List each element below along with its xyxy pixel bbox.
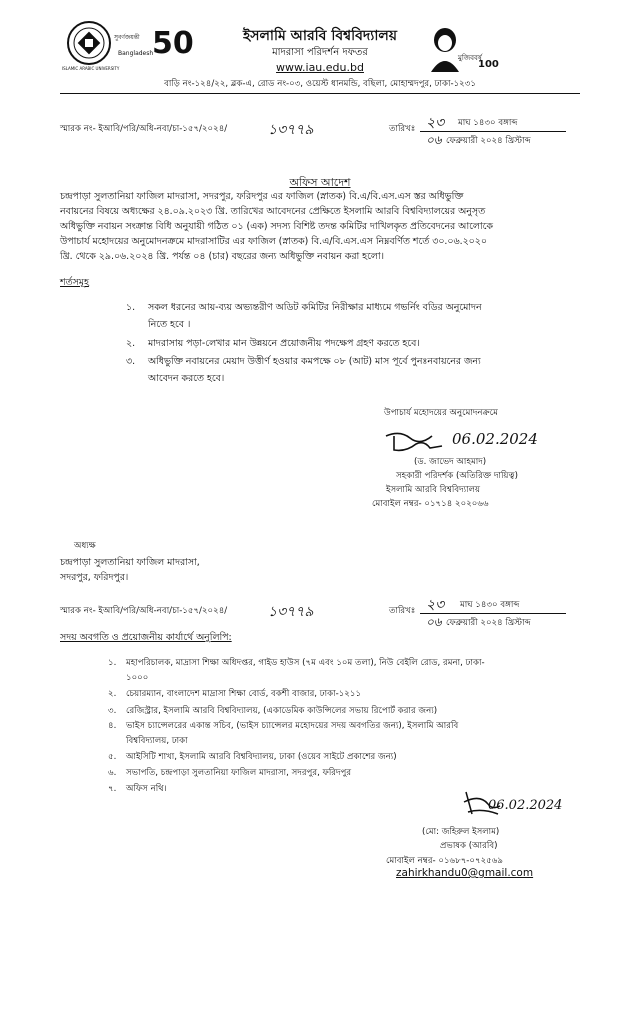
- copy-item: [108, 751, 588, 767]
- copy-number: ২.: [108, 689, 117, 699]
- copy-number: ৫.: [108, 752, 117, 762]
- condition-line: সকল ধরনের আয়-ব্যয় অভ্যন্তরীণ অডিট কমিটির নিরীক্ষার মাধ্যমে গভর্নিং বডির অনুমোদন: [148, 302, 482, 313]
- mujib-number: 100: [478, 59, 499, 70]
- footer-signer-mobile: মোবাইল নম্বর- ০১৬৮৭-০৭২৫৬৯: [386, 856, 503, 866]
- recipient-line-1: অধ্যক্ষ: [74, 541, 96, 551]
- copy-line: বিশ্ববিদ্যালয়, ঢাকা: [126, 736, 188, 746]
- memo-date-bangla: মাঘ ১৪৩০ বঙ্গাব্দ: [458, 118, 518, 128]
- body-line: অধিভুক্তি নবায়ন সংক্রান্ত বিধি অনুযায়ী গঠিত ০১ (এক) সদস্য বিশিষ্ট তদন্ত কমিটির দাখিলকৃত প্রতিবেদনের আলোকে: [60, 221, 493, 232]
- order-body: [60, 189, 580, 264]
- condition-number: ১.: [126, 302, 136, 313]
- university-address: বাড়ি নং-১২৪/২২, ব্লক-এ, রোড নং-০৩, ওয়েস্ট ধানমন্ডি, বছিলা, মোহাম্মদপুর, ঢাকা-১২৩১: [164, 79, 476, 89]
- university-logo: [66, 20, 112, 66]
- header-divider: [60, 93, 580, 94]
- jubilee-text-1: সুবর্ণজয়ন্তী: [114, 34, 140, 41]
- department-name: মাদরাসা পরিদর্শন দফতর: [272, 47, 368, 58]
- body-line: চন্দ্রপাড়া সুলতানিয়া ফাজিল মাদরাসা, সদরপুর, ফরিদপুর এর ফাজিল (স্নাতক) বি.এ/বি.এস.এস স্তর অধিভুক্তি: [60, 191, 464, 202]
- copy-number: ১.: [108, 658, 117, 668]
- copy-item: [108, 688, 588, 705]
- signer-name: (ড. জাভেদ আহমাদ): [414, 457, 487, 467]
- condition-item: [126, 300, 586, 336]
- website-link[interactable]: www.iau.edu.bd: [276, 61, 364, 74]
- logo-caption: ISLAMIC ARABIC UNIVERSITY: [62, 66, 120, 71]
- signature-1-date: 06.02.2024: [452, 430, 538, 448]
- memo-ref-label: স্মারক নং- ইআবি/পরি/অধি-নবা/চা-১৫৭/২০২৪/: [60, 124, 228, 134]
- memo-date-english: ফেব্রুয়ারী ২০২৪ খ্রিস্টাব্দ: [446, 136, 531, 146]
- memo2-date-bangla: মাঘ ১৪৩০ বঙ্গাব্দ: [460, 600, 520, 610]
- copy-line: ১০০০: [126, 673, 149, 683]
- memo-date-label: তারিখঃ: [389, 124, 416, 134]
- recipient-line-3: সদরপুর, ফরিদপুর।: [60, 572, 129, 583]
- copies-title: সদয় অবগতি ও প্রয়োজনীয় কার্যার্থে অনুলিপি:: [60, 632, 232, 643]
- memo-ref-number: ১৩৭৭৯: [268, 122, 314, 138]
- body-line: নবায়নের বিষয়ে অধ্যক্ষের ২৪.০৯.২০২৩ খ্রি. তারিখের আবেদনের প্রেক্ষিতে ইসলামি আরবি বিশ্ববিদ্যালয়ের অনুসৃত: [60, 206, 486, 217]
- condition-number: ৩.: [126, 356, 136, 367]
- memo2-date-day: ২৩: [426, 597, 445, 613]
- condition-item: [126, 336, 586, 354]
- condition-line: নিতে হবে ।: [148, 319, 191, 330]
- mujib-emblem: [428, 26, 498, 76]
- copy-line: চেয়ারম্যান, বাংলাদেশ মাদ্রাসা শিক্ষা বোর্ড, বকশী বাজার, ঢাকা-১২১১: [126, 689, 362, 699]
- jubilee-text-2: Bangladesh: [118, 50, 154, 57]
- body-line: উপাচার্য মহোদয়ের অনুমোদনক্রমে মাদরাসাটির এর ফাজিল (স্নাতক) বি.এ/বি.এস.এস নিম্নবর্ণিত শর্তে ৩০.০৬.২০২০: [60, 236, 487, 247]
- copy-line: রেজিস্ট্রার, ইসলামি আরবি বিশ্ববিদ্যালয়, (একাডেমিক কাউন্সিলের সভায় রিপোর্ট করার জন্য): [126, 706, 438, 716]
- memo2-ref-label: স্মারক নং- ইআবি/পরি/অধি-নবা/চা-১৫৭/২০২৪/: [60, 606, 228, 616]
- footer-signer-title: প্রভাষক (আরবি): [440, 841, 498, 851]
- copies-list: [108, 657, 588, 799]
- copy-number: ৩.: [108, 706, 117, 716]
- recipient-line-2: চন্দ্রপাড়া সুলতানিয়া ফাজিল মাদরাসা,: [60, 557, 200, 568]
- body-line: খ্রি. থেকে ২৯.০৬.২০২৪ খ্রি. পর্যন্ত ০৪ (চার) বছরের জন্য অধিভুক্তি নবায়ন করা হলো।: [60, 251, 384, 262]
- copy-line: অফিস নথি।: [126, 784, 167, 794]
- footer-signer-email[interactable]: zahirkhandu0@gmail.com: [396, 867, 534, 879]
- memo2-date-day2: ০৬: [426, 615, 442, 629]
- memo-date-day: ২৩: [426, 115, 445, 131]
- condition-number: ২.: [126, 338, 136, 349]
- signature-2: [462, 788, 582, 818]
- conditions-list: [126, 300, 586, 390]
- condition-line: অধিভুক্তি নবায়নের মেয়াদ উত্তীর্ণ হওয়ার কমপক্ষে ০৮ (আট) মাস পূর্বে পুনঃনবায়নের জন্য: [148, 356, 481, 367]
- copy-line: মহাপরিচালক, মাদ্রাসা শিক্ষা অধিদপ্তর, গাইড হাউস (৭ম এবং ১০ম তলা), নিউ বেইলি রোড, রমনা, ঢাকা-: [126, 658, 485, 668]
- office-order-title: অফিস আদেশ: [289, 176, 351, 189]
- copy-item: [108, 767, 588, 783]
- jubilee-number: 50: [152, 26, 194, 61]
- memo2-date-label: তারিখঃ: [389, 606, 416, 616]
- signer-org: ইসলামি আরবি বিশ্ববিদ্যালয়: [386, 485, 481, 495]
- signer-title: সহকারী পরিদর্শক (অতিরিক্ত দায়িত্ব): [396, 471, 518, 481]
- copy-item: [108, 705, 588, 720]
- copy-item: [108, 657, 588, 688]
- condition-line: আবেদন করতে হবে।: [148, 373, 225, 384]
- copy-line: আইসিটি শাখা, ইসলামি আরবি বিশ্ববিদ্যালয়, ঢাকা (ওয়েব সাইটে প্রকাশের জন্য): [126, 752, 397, 762]
- signature-2-date: 06.02.2024: [488, 798, 563, 813]
- copy-number: ৬.: [108, 768, 117, 778]
- footer-signer-name: (মো: জহিরুল ইসলাম): [422, 827, 500, 837]
- memo-date-day2: ০৬: [426, 133, 442, 147]
- condition-item: [126, 354, 586, 390]
- memo2-ref-number: ১৩৭৭৯: [268, 604, 314, 620]
- signature-1: [380, 428, 560, 456]
- copy-number: ৪.: [108, 721, 117, 731]
- memo2-date-english: ফেব্রুয়ারী ২০২৪ খ্রিস্টাব্দ: [446, 618, 531, 628]
- jubilee-emblem: [114, 24, 194, 68]
- conditions-title: শর্তসমূহ: [60, 277, 89, 288]
- condition-line: মাদরাসায় পড়া-লেখার মান উন্নয়নে প্রয়োজনীয় পদক্ষেপ গ্রহণ করতে হবে।: [148, 338, 420, 349]
- signer-mobile: মোবাইল নম্বর- ০১৭১৪ ২০২০৬৬: [372, 499, 489, 509]
- mujib-text: মুজিববর্ষ: [458, 54, 482, 62]
- university-name: ইসলামি আরবি বিশ্ববিদ্যালয়: [242, 28, 398, 44]
- copy-item: [108, 720, 588, 751]
- copy-line: ভাইস চ্যান্সেলরের একান্ত সচিব, (ভাইস চ্যান্সেলর মহোদয়ের সদয় অবগতির জন্য), ইসলামি আরবি: [126, 721, 459, 731]
- copy-line: সভাপতি, চন্দ্রপাড়া সুলতানিয়া ফাজিল মাদরাসা, সদরপুর, ফরিদপুর: [126, 768, 352, 778]
- approval-line: উপাচার্য মহোদয়ের অনুমোদনক্রমে: [384, 408, 498, 418]
- copy-number: ৭.: [108, 784, 117, 794]
